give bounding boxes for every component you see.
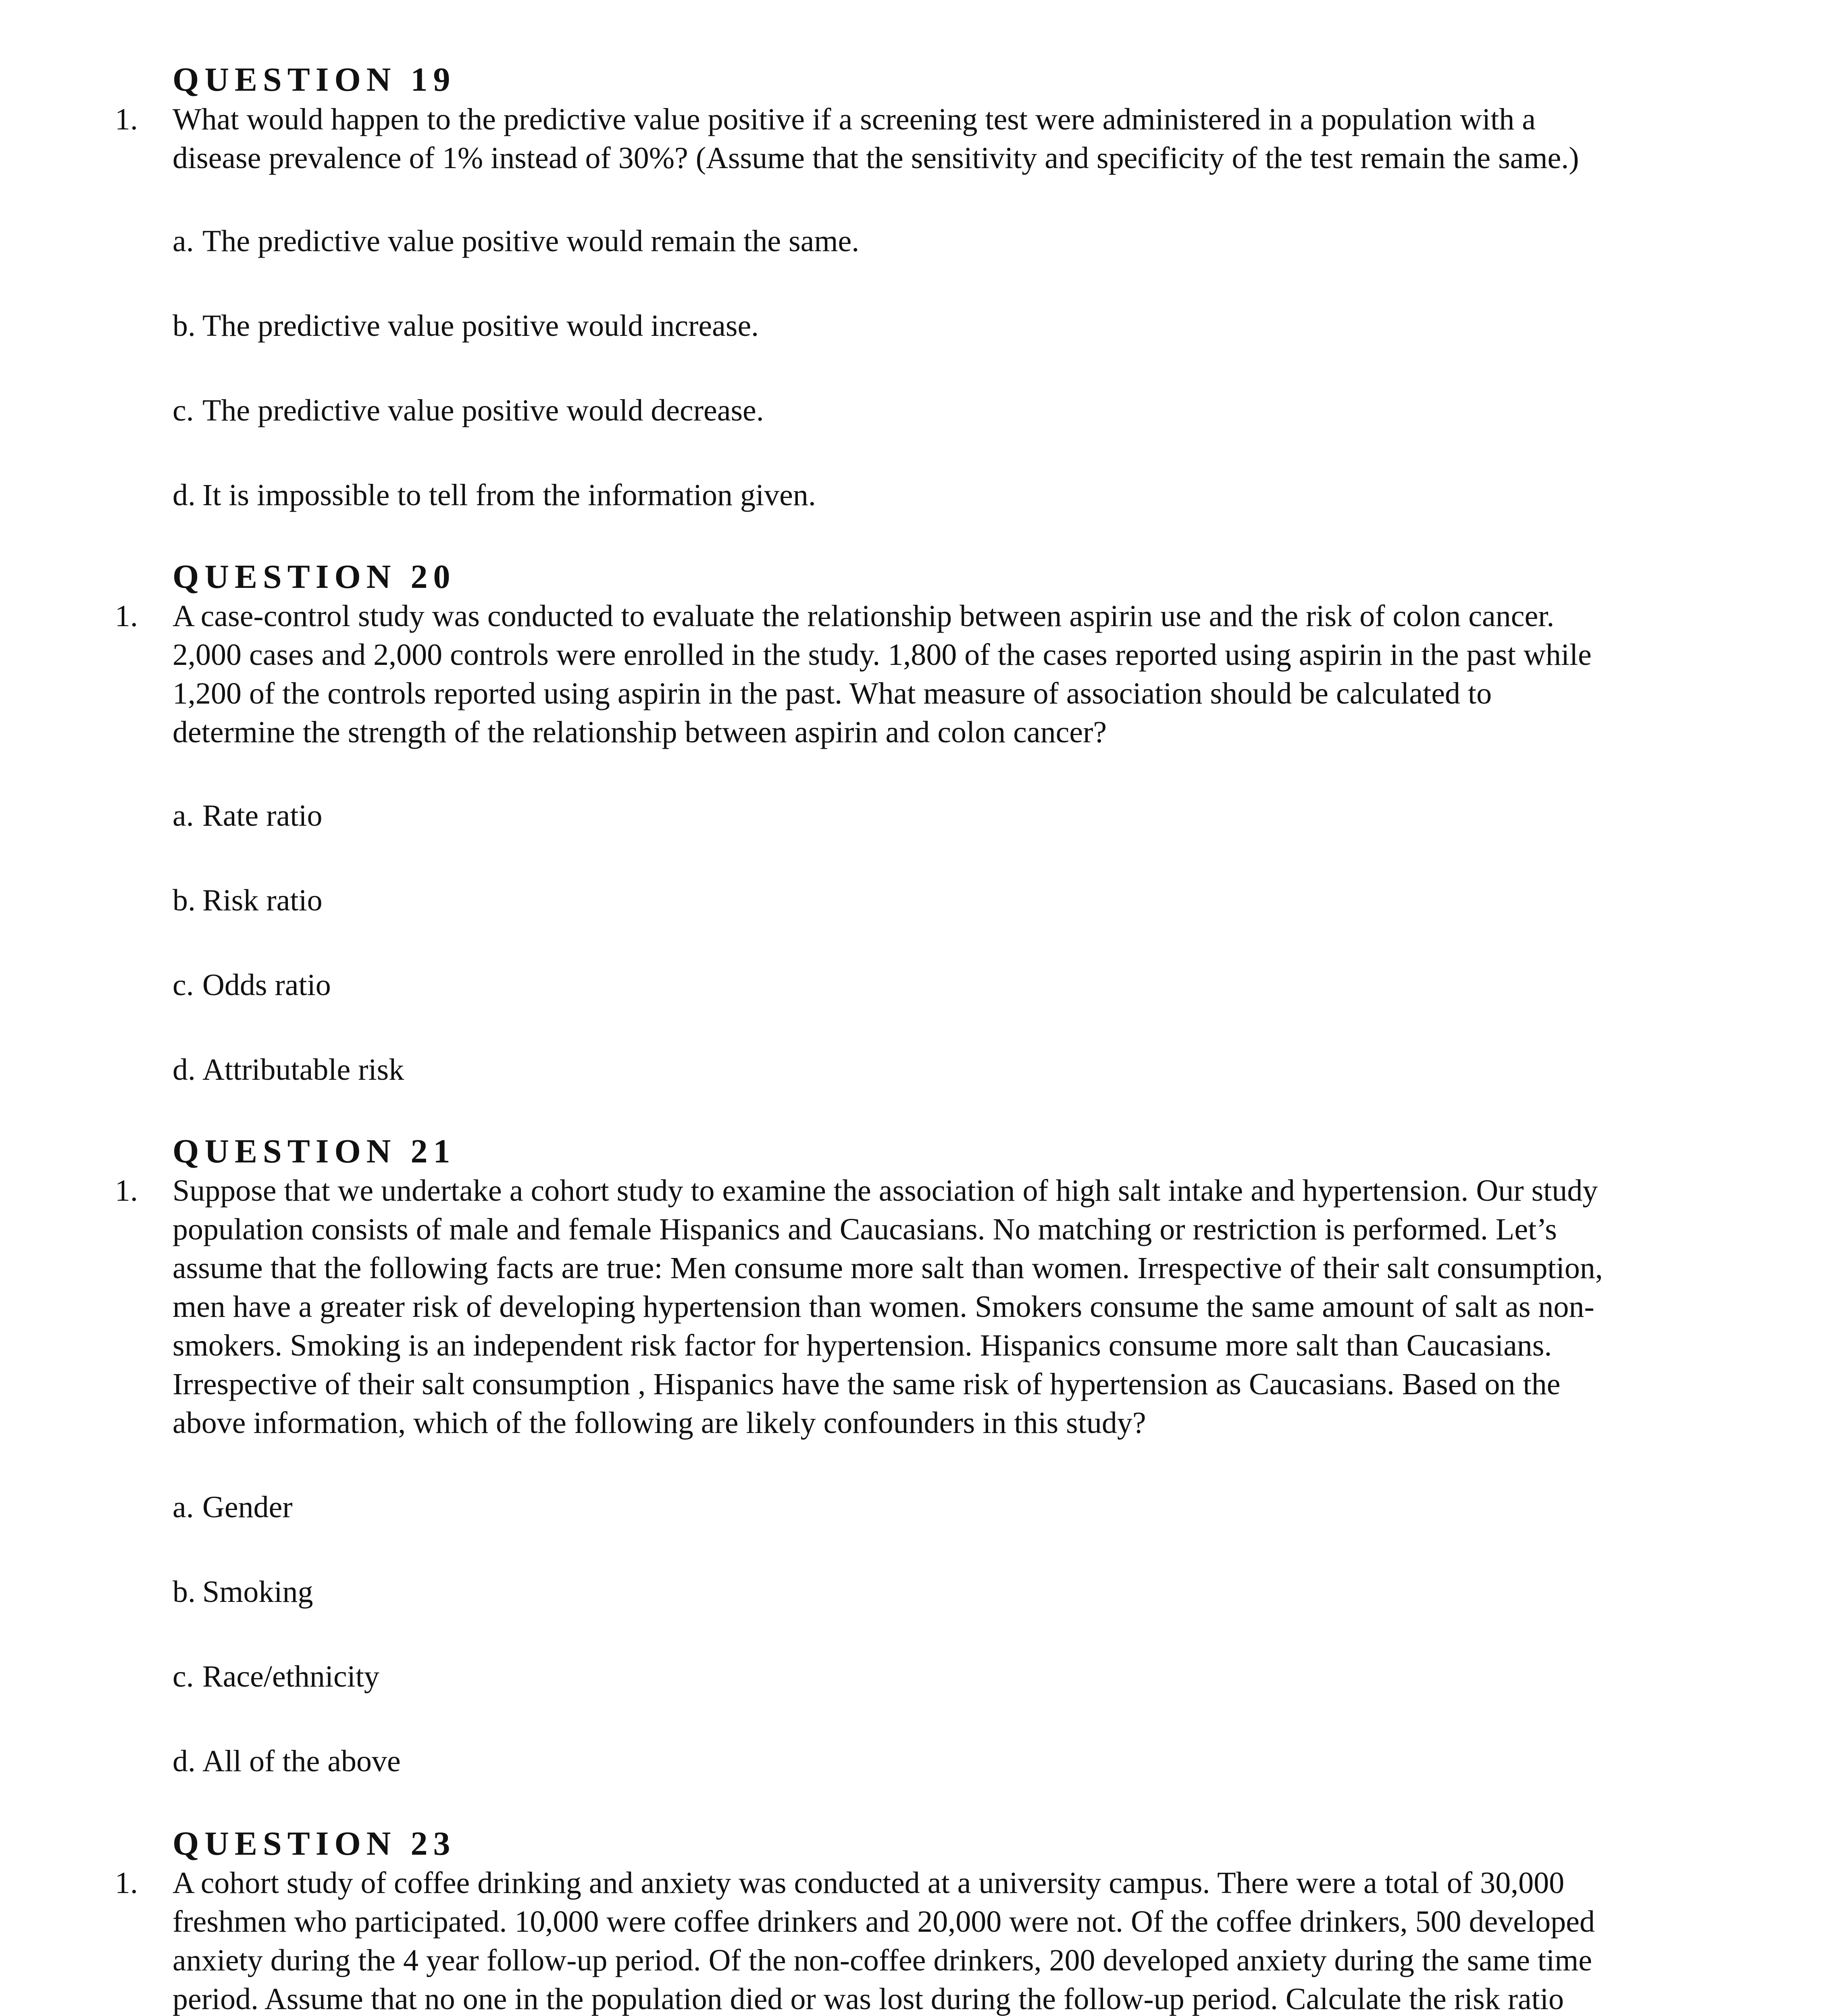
question-number: 1. [115,599,138,633]
option-letter: d. [173,1744,196,1778]
option-letter: c. [173,968,194,1002]
option-letter: b. [173,309,196,343]
question-text-line: Irrespective of their salt consumption , Hispanics have the same risk of hypertension as Caucasians. Based on the [173,1367,1561,1401]
question-number: 1. [115,1866,138,1900]
answer-option-a [173,222,859,260]
question-text-line: above information, which of the following are likely confounders in this study? [173,1406,1146,1440]
answer-option-b [173,881,323,920]
question-text [173,100,1769,177]
option-text: It is impossible to tell from the information given. [202,478,816,512]
option-letter: b. [173,883,196,917]
answer-option-b [173,1572,313,1611]
option-text: The predictive value positive would increase. [202,309,759,343]
option-text: Attributable risk [202,1053,404,1087]
answer-option-a [173,796,323,835]
option-text: The predictive value positive would decrease. [202,394,764,427]
question-title: QUESTION 21 [173,1133,456,1170]
question-text-line: 2,000 cases and 2,000 controls were enrolled in the study. 1,800 of the cases reported using aspirin in the past while [173,638,1592,672]
question-title: QUESTION 23 [173,1825,456,1862]
option-text: Rate ratio [202,799,323,833]
answer-option-c [173,391,764,430]
option-text: Gender [202,1490,293,1524]
option-letter: a. [173,1490,194,1524]
question-text [173,597,1769,752]
question-text-line: freshmen who participated. 10,000 were coffee drinkers and 20,000 were not. Of the coffee drinkers, 500 developed [173,1905,1595,1939]
question-number: 1. [115,102,138,136]
option-text: Race/ethnicity [202,1660,379,1693]
question-text-line: disease prevalence of 1% instead of 30%? (Assume that the sensitivity and specificity of the test remain the same.) [173,141,1579,175]
option-letter: d. [173,478,196,512]
option-letter: d. [173,1053,196,1087]
question-number: 1. [115,1174,138,1208]
question-text-line: period. Assume that no one in the population died or was lost during the follow-up period. Calculate the risk ratio [173,1982,1564,2016]
question-text-line: A case-control study was conducted to evaluate the relationship between aspirin use and the risk of colon cancer. [173,599,1555,633]
option-text: Risk ratio [202,883,323,917]
answer-option-d [173,1742,401,1781]
answer-option-a [173,1488,293,1527]
question-text-line: What would happen to the predictive value positive if a screening test were administered in a population with a [173,102,1536,136]
question-title: QUESTION 20 [173,558,456,596]
option-letter: a. [173,224,194,258]
question-text-line: population consists of male and female Hispanics and Caucasians. No matching or restriction is performed. Let’s [173,1212,1557,1246]
option-text: All of the above [202,1744,401,1778]
option-letter: c. [173,1660,194,1693]
answer-option-c [173,1657,379,1696]
option-text: Odds ratio [202,968,331,1002]
question-text-line: A cohort study of coffee drinking and anxiety was conducted at a university campus. There were a total of 30,000 [173,1866,1565,1900]
answer-option-d [173,476,816,514]
option-letter: a. [173,799,194,833]
question-text-line: men have a greater risk of developing hypertension than women. Smokers consume the same amount of salt as non- [173,1290,1594,1324]
question-title: QUESTION 19 [173,61,456,98]
answer-option-d [173,1050,404,1089]
question-text [173,1864,1769,2016]
answer-option-b [173,306,759,345]
option-letter: c. [173,394,194,427]
question-text-line: assume that the following facts are true: Men consume more salt than women. Irrespective of their salt consumption, [173,1251,1603,1285]
answer-option-c [173,966,331,1004]
option-letter: b. [173,1575,196,1609]
question-text-line: determine the strength of the relationship between aspirin and colon cancer? [173,715,1107,749]
question-text-line: smokers. Smoking is an independent risk factor for hypertension. Hispanics consume more salt than Caucasians. [173,1329,1552,1362]
option-text: Smoking [202,1575,313,1609]
question-text [173,1171,1769,1442]
question-text-line: 1,200 of the controls reported using aspirin in the past. What measure of association should be calculated to [173,677,1492,710]
question-text-line: anxiety during the 4 year follow-up period. Of the non-coffee drinkers, 200 developed anxiety during the same time [173,1943,1592,1977]
question-text-line: Suppose that we undertake a cohort study to examine the association of high salt intake and hypertension. Our study [173,1174,1598,1208]
option-text: The predictive value positive would remain the same. [202,224,860,258]
